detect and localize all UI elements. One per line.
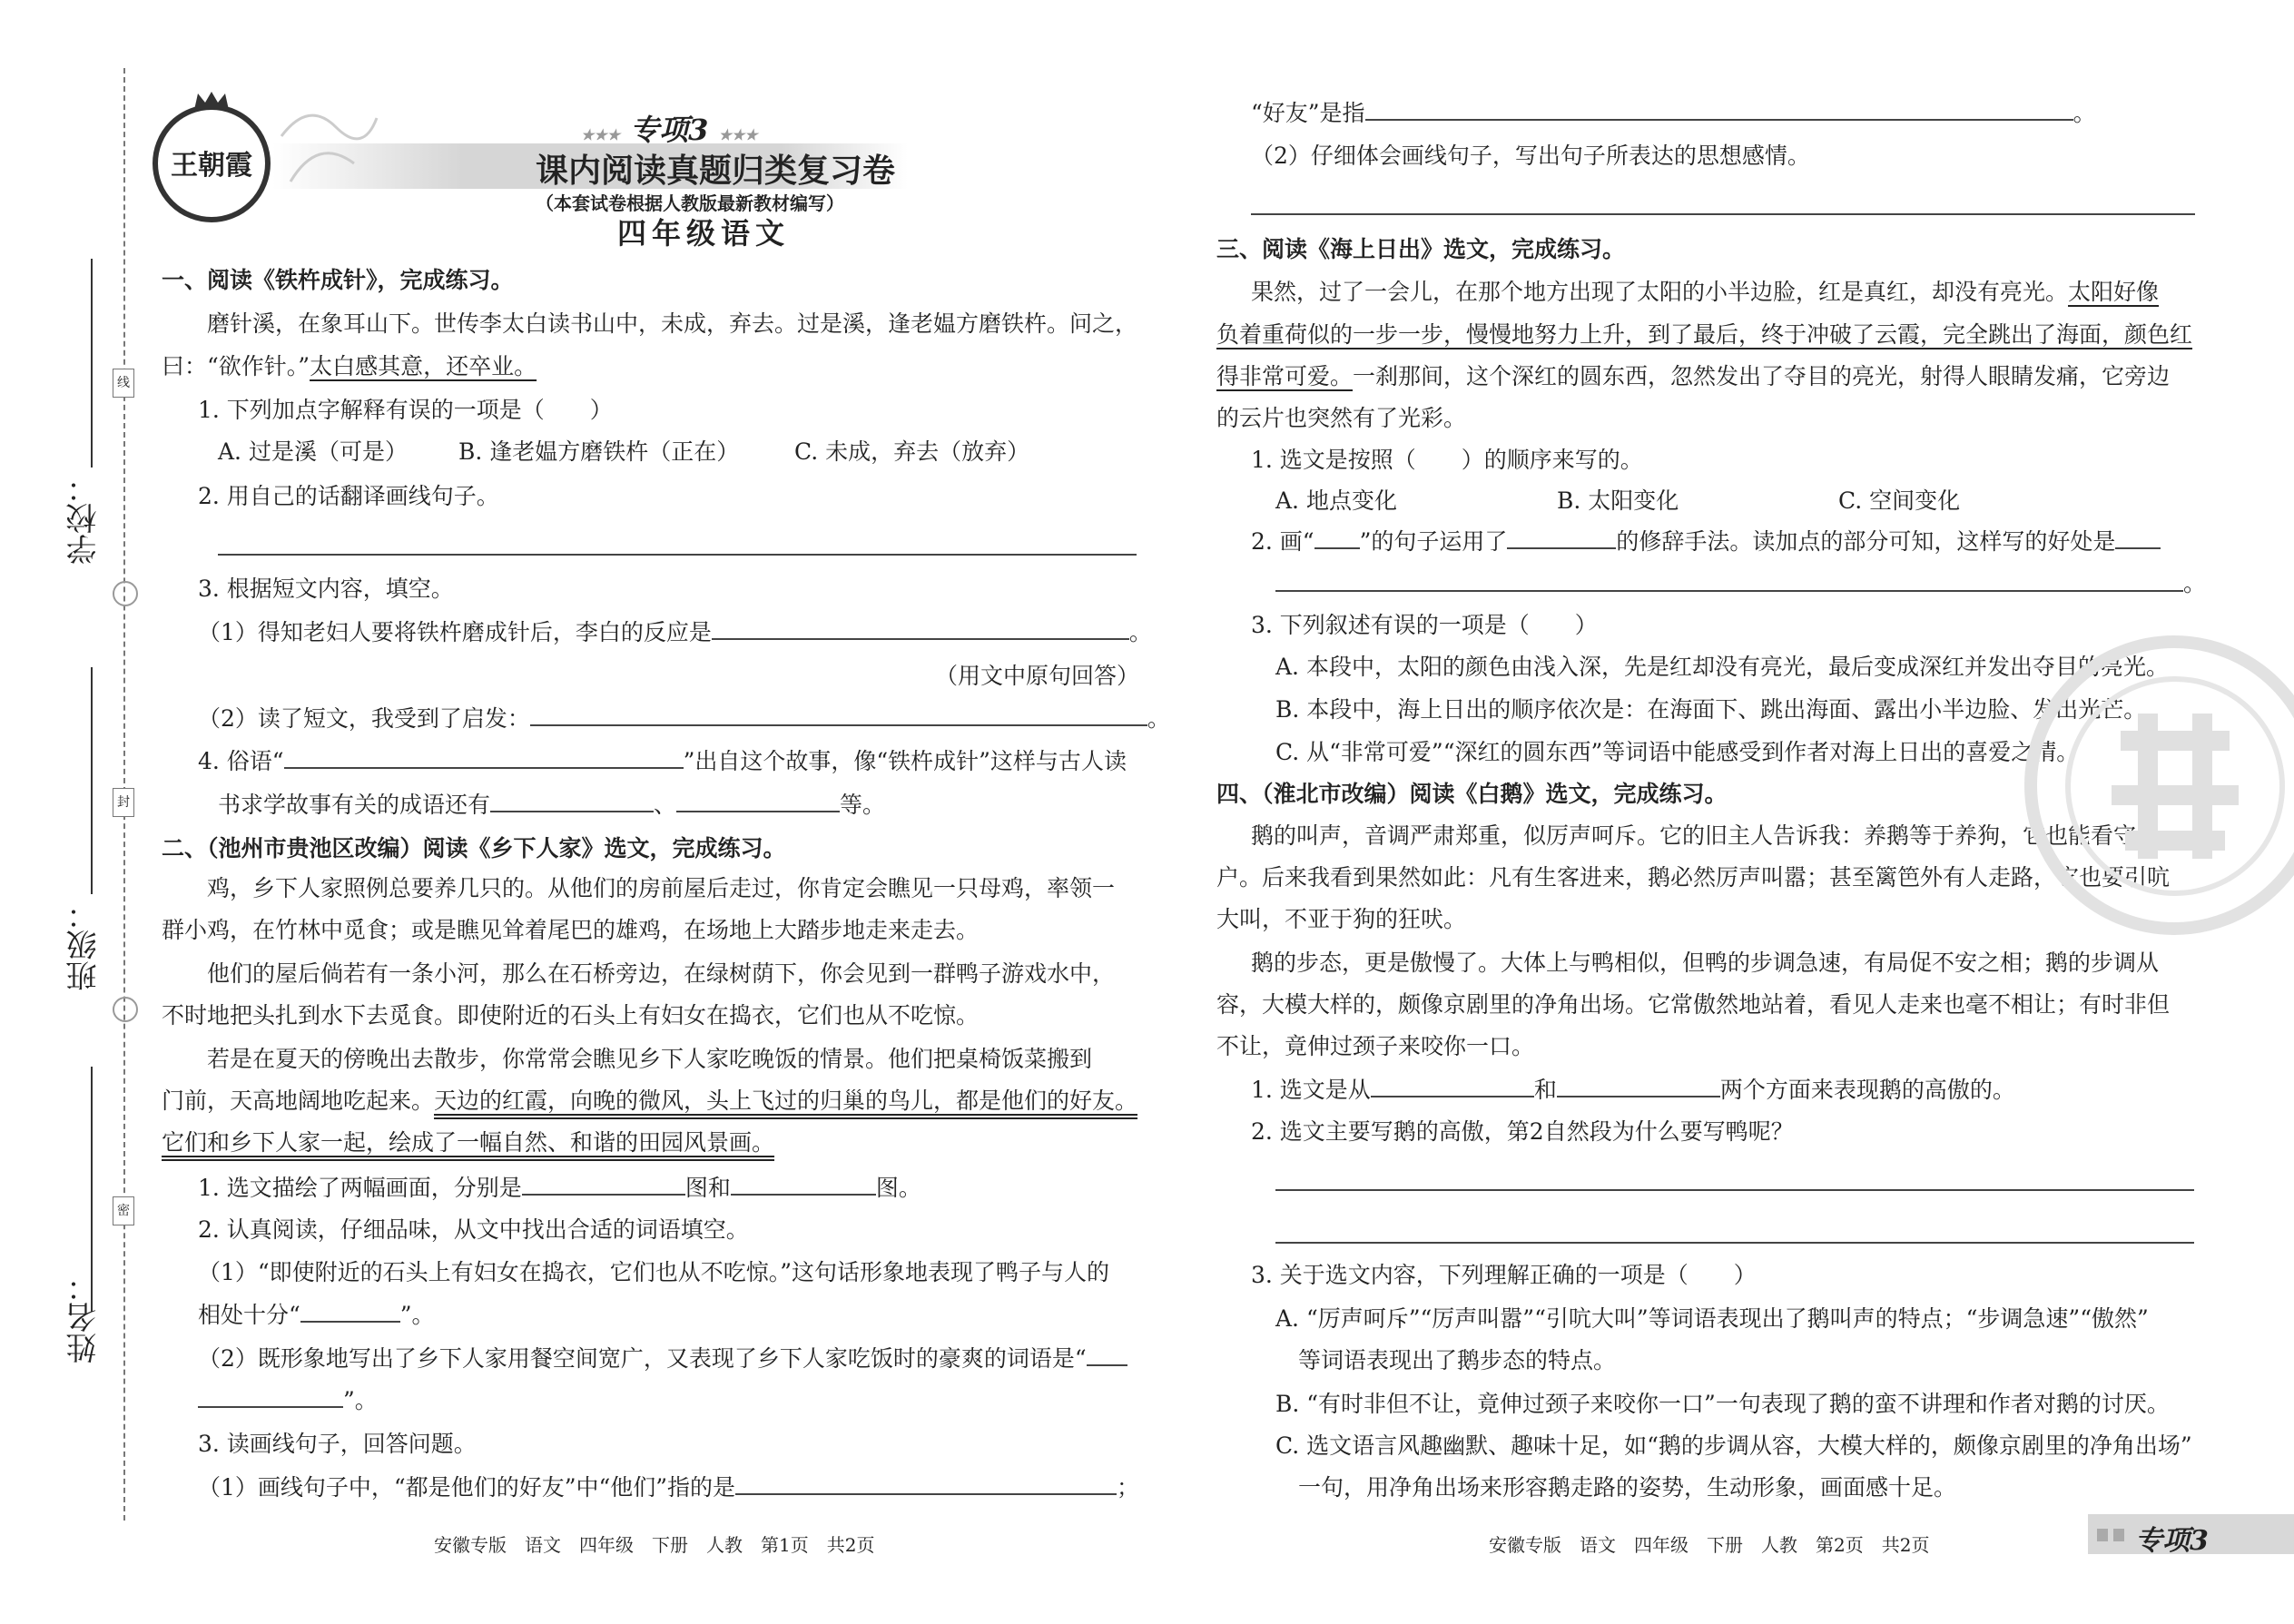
passage-2-line: 若是在夏天的傍晚出去散步，你常常会瞧见乡下人家吃晚饭的情景。他们把桌椅饭菜搬到 bbox=[207, 1046, 1093, 1072]
spiral-icon bbox=[113, 997, 138, 1022]
answer-blank[interactable] bbox=[490, 791, 654, 812]
question-2-3-2: （2）仔细体会画线句子，写出句子所表达的思想感情。 bbox=[1251, 143, 1810, 169]
answer-blank[interactable] bbox=[1507, 527, 1616, 549]
line-end-period: 。 bbox=[2183, 570, 2207, 596]
answer-line[interactable] bbox=[1275, 1189, 2194, 1191]
answer-blank[interactable] bbox=[198, 1386, 343, 1408]
page-footer-left: 安徽专版 语文 四年级 下册 人教 第1页 共2页 bbox=[434, 1534, 875, 1556]
question-2-2-2-cont: ”。 bbox=[198, 1385, 378, 1416]
passage-2-line: 他们的屋后倘若有一条小河，那么在石桥旁边，在绿树荫下，你会见到一群鸭子游戏水中， bbox=[207, 960, 1116, 987]
star-icon: ★★★ bbox=[581, 126, 621, 143]
question-4-1: 1. 选文是从 和 两个方面来表现鹅的高傲的。 bbox=[1251, 1077, 2015, 1103]
option-a-cont: 等词语表现出了鹅步态的特点。 bbox=[1298, 1347, 1617, 1373]
passage-4-line: 户。后来我看到果然如此：凡有生客进来，鹅必然厉声叫嚣；甚至篱笆外有人走路，它也要引吭 bbox=[1216, 864, 2171, 891]
star-icon: ★★★ bbox=[718, 126, 758, 143]
question-2-2-1: （1）“即使附近的石头上有妇女在捣衣，它们也从不吃惊。”这句话形象地表现了鸭子与人的 bbox=[198, 1259, 1109, 1285]
option-c[interactable]: C. 从“非常可爱”“深红的圆东西”等词语中能感受到作者对海上日出的喜爱之情。 bbox=[1275, 739, 2080, 765]
passage-3-line: 得非常可爱。一刹那间，这个深红的圆东西，忽然发出了夺目的亮光，射得人眼睛发痛，它旁边 bbox=[1216, 363, 2171, 389]
question-4-2: 2. 选文主要写鹅的高傲，第2自然段为什么要写鸭呢？ bbox=[1251, 1118, 1794, 1145]
watermark-stamp bbox=[2024, 635, 2294, 935]
answer-line[interactable] bbox=[1275, 1242, 2194, 1244]
answer-blank[interactable] bbox=[1365, 99, 2073, 121]
question-1-1: 1. 下列加点字解释有误的一项是（ ） bbox=[198, 397, 613, 423]
crown-icon bbox=[192, 90, 231, 112]
answer-blank[interactable] bbox=[522, 1174, 685, 1196]
question-1-3-2: （2）读了短文，我受到了启发： 。 bbox=[198, 705, 1170, 732]
logo-text: 王朝霞 bbox=[171, 150, 252, 182]
answer-blank[interactable] bbox=[1087, 1344, 1127, 1366]
option-b[interactable]: B. 太阳变化 bbox=[1557, 487, 1679, 514]
passage-4-line: 不让，竟伸过颈子来咬你一口。 bbox=[1216, 1033, 1535, 1059]
answer-blank[interactable] bbox=[530, 704, 1147, 726]
spiral-icon bbox=[113, 581, 138, 606]
section-4-title: 四、（淮北市改编）阅读《白鹅》选文，完成练习。 bbox=[1216, 781, 1728, 807]
question-1-2: 2. 用自己的话翻译画线句子。 bbox=[198, 483, 499, 509]
section-3-title: 三、阅读《海上日出》选文，完成练习。 bbox=[1216, 236, 1626, 262]
answer-blank[interactable] bbox=[731, 1174, 876, 1196]
answer-blank[interactable] bbox=[1314, 527, 1360, 549]
question-2-2-1-cont: 相处十分“ ”。 bbox=[198, 1302, 435, 1328]
passage-1-line: 磨针溪，在象耳山下。世传李太白读书山中，未成，弃去。过是溪，逢老媪方磨铁杵。问之， bbox=[207, 310, 1138, 337]
passage-2-line: 它们和乡下人家一起，绘成了一幅自然、和谐的田园风景画。 bbox=[162, 1129, 775, 1156]
question-3-2: 2. 画“ ”的句子运用了 的修辞手法。读加点的部分可知，这样写的好处是 bbox=[1251, 527, 2161, 557]
seal-mark-line: 线 bbox=[113, 369, 134, 398]
passage-4-line: 容，大模大样的，颇像京剧里的净角出场。它常傲然地站着，看见人走来也毫不相让；有时非但 bbox=[1216, 991, 2171, 1018]
option-a[interactable]: A. “厉声呵斥”“厉声叫嚣”“引吭大叫”等词语表现出了鹅叫声的特点；“步调急速”“傲然” bbox=[1275, 1305, 2149, 1332]
answer-hint: （用文中原句回答） bbox=[935, 663, 1140, 689]
question-2-3: 3. 读画线句子，回答问题。 bbox=[198, 1431, 477, 1457]
paper-grade: 四年级语文 bbox=[617, 216, 791, 251]
ribbon-decoration bbox=[272, 100, 381, 191]
section-1-title: 一、阅读《铁杵成针》，完成练习。 bbox=[162, 267, 514, 293]
answer-blank[interactable] bbox=[2115, 527, 2161, 549]
section-2-title: 二、（池州市贵池区改编）阅读《乡下人家》选文，完成练习。 bbox=[162, 835, 786, 861]
question-3-3: 3. 下列叙述有误的一项是（ ） bbox=[1251, 612, 1598, 638]
option-c[interactable]: C. 空间变化 bbox=[1838, 487, 1961, 514]
question-1-3-1: （1）得知老妇人要将铁杵磨成针后，李白的反应是 。 bbox=[198, 619, 1152, 645]
answer-blank[interactable] bbox=[1371, 1076, 1534, 1097]
option-c-cont: 一句，用净角出场来形容鹅走路的姿势，生动形象，画面感十足。 bbox=[1298, 1474, 1957, 1501]
class-field-line bbox=[91, 667, 93, 894]
school-field-line bbox=[91, 259, 93, 468]
option-c[interactable]: C. 选文语言风趣幽默、趣味十足，如“鹅的步调从容，大模大样的，颇像京剧里的净角出场” bbox=[1275, 1432, 2192, 1459]
paper-subtitle: （本套试卷根据人教版最新教材编写） bbox=[536, 192, 844, 214]
passage-4-line: 鹅的步态，更是傲慢了。大体上与鸭相似，但鸭的步调急速，有局促不安之相；鹅的步调从 bbox=[1251, 950, 2160, 976]
option-a[interactable]: A. 本段中，太阳的颜色由浅入深，先是红却没有亮光，最后变成深红并发出夺目的亮光。 bbox=[1275, 654, 2169, 680]
answer-blank[interactable] bbox=[1557, 1076, 1720, 1097]
passage-2-line: 鸡，乡下人家照例总要养几只的。从他们的房前屋后走过，你肯定会瞧见一只母鸡，率领一 bbox=[207, 875, 1116, 901]
question-4-3: 3. 关于选文内容，下列理解正确的一项是（ ） bbox=[1251, 1262, 1757, 1288]
question-3-1: 1. 选文是按照（ ）的顺序来写的。 bbox=[1251, 447, 1643, 473]
option-b[interactable]: B. 逢老媪方磨铁杵（正在） bbox=[458, 438, 740, 465]
passage-2-line: 门前，天高地阔地吃起来。天边的红霞，向晚的微风，头上飞过的归巢的鸟儿，都是他们的好友。 bbox=[162, 1088, 1138, 1114]
passage-4-line: 大叫，不亚于狗的狂吠。 bbox=[1216, 906, 1467, 932]
option-b[interactable]: B. 本段中，海上日出的顺序依次是：在海面下、跳出海面、露出小半边脸、发出光芒。 bbox=[1275, 696, 2147, 723]
answer-blank[interactable] bbox=[284, 747, 684, 769]
topic-heading bbox=[581, 107, 758, 149]
seal-mark-dense: 密 bbox=[113, 1196, 134, 1225]
passage-1-line: 曰：“欲作针。”太白感其意，还卒业。 bbox=[162, 353, 537, 379]
option-b[interactable]: B. “有时非但不让，竟伸过颈子来咬你一口”一句表现了鹅的蛮不讲理和作者对鹅的讨厌。 bbox=[1275, 1391, 2170, 1417]
name-label: 姓名： bbox=[66, 1271, 103, 1363]
answer-blank[interactable] bbox=[735, 1473, 1117, 1495]
school-label: 学校： bbox=[66, 472, 103, 565]
question-2-3-1-cont: “好友”是指 。 bbox=[1251, 100, 2096, 126]
question-1-4: 4. 俗语“ ”出自这个故事，像“铁杵成针”这样与古人读 bbox=[198, 748, 1127, 774]
topic-label: 专项3 bbox=[630, 113, 709, 147]
answer-blank[interactable] bbox=[712, 618, 1129, 640]
seal-mark-seal: 封 bbox=[113, 788, 134, 817]
page-footer-right: 安徽专版 语文 四年级 下册 人教 第2页 共2页 bbox=[1489, 1534, 1930, 1556]
question-2-2: 2. 认真阅读，仔细品味，从文中找出合适的词语填空。 bbox=[198, 1216, 749, 1243]
passage-4-line: 鹅的叫声，音调严肃郑重，似厉声呵斥。它的旧主人告诉我：养鹅等于养狗，它也能看守门 bbox=[1251, 822, 2160, 849]
page-tag bbox=[2088, 1514, 2294, 1557]
option-a[interactable]: A. 地点变化 bbox=[1275, 487, 1397, 514]
question-2-2-2: （2）既形象地写出了乡下人家用餐空间宽广，又表现了乡下人家吃饭时的豪爽的词语是“ bbox=[198, 1343, 1127, 1374]
paper-title: 课内阅读真题归类复习卷 bbox=[536, 153, 896, 190]
answer-line[interactable] bbox=[218, 554, 1137, 556]
brand-logo bbox=[153, 104, 271, 222]
passage-2-line: 不时地把头扎到水下去觅食。即使附近的石头上有妇女在捣衣，它们也从不吃惊。 bbox=[162, 1002, 980, 1029]
question-1-4-cont: 书求学故事有关的成语还有 、 等。 bbox=[218, 792, 886, 818]
passage-2-line: 群小鸡，在竹林中觅食；或是瞧见耸着尾巴的雄鸡，在场地上大踏步地走来走去。 bbox=[162, 917, 980, 943]
option-a[interactable]: A. 过是溪（可是） bbox=[218, 438, 408, 465]
question-2-1: 1. 选文描绘了两幅画面，分别是 图和 图。 bbox=[198, 1175, 921, 1201]
answer-line[interactable] bbox=[1275, 590, 2183, 592]
answer-blank[interactable] bbox=[676, 791, 840, 812]
decorative-squares bbox=[2097, 1529, 2124, 1541]
answer-blank[interactable] bbox=[300, 1301, 400, 1323]
question-2-3-1: （1）画线句子中，“都是他们的好友”中“他们”指的是 ； bbox=[198, 1474, 1140, 1501]
option-c[interactable]: C. 未成，弃去（放弃） bbox=[794, 438, 1030, 465]
passage-3-line: 果然，过了一会儿，在那个地方出现了太阳的小半边脸，红是真红，却没有亮光。太阳好像 bbox=[1251, 279, 2160, 305]
answer-line[interactable] bbox=[1251, 213, 2195, 215]
class-label: 班级： bbox=[66, 899, 103, 991]
page-tag-label: 专项3 bbox=[2135, 1525, 2209, 1557]
passage-3-line: 负着重荷似的一步一步，慢慢地努力上升，到了最后，终于冲破了云霞，完全跳出了海面，颜色红 bbox=[1216, 321, 2193, 348]
question-1-3: 3. 根据短文内容，填空。 bbox=[198, 576, 454, 602]
passage-3-line: 的云片也突然有了光彩。 bbox=[1216, 405, 1467, 431]
